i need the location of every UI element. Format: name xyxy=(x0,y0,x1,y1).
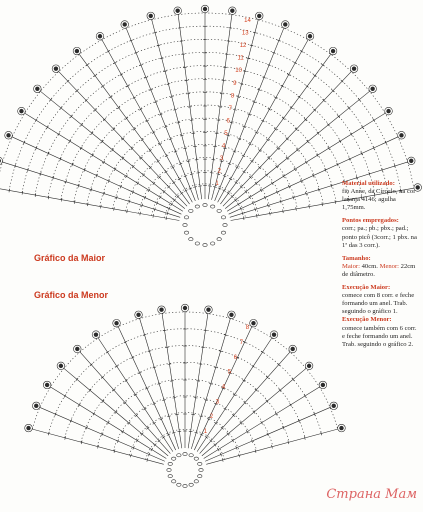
minor-stitch-mark xyxy=(136,439,138,442)
minor-picot xyxy=(206,308,210,312)
minor-center-chain xyxy=(189,483,193,486)
size-major-value: 40cm. xyxy=(361,262,378,270)
major-stitch-mark xyxy=(35,119,37,122)
minor-stitch-mark xyxy=(191,414,195,415)
minor-stitch-mark xyxy=(178,431,182,432)
major-stitch-mark xyxy=(296,207,297,211)
major-stitch-mark xyxy=(237,203,239,206)
major-stitch-mark xyxy=(117,107,120,109)
major-stitch-mark xyxy=(94,75,97,77)
major-center-chain xyxy=(203,203,207,206)
minor-center-chain xyxy=(194,457,198,460)
size-section xyxy=(342,255,420,279)
minor-picot xyxy=(136,313,140,317)
major-center-chain xyxy=(184,216,188,219)
minor-picot xyxy=(59,364,63,368)
major-picot xyxy=(399,133,403,137)
major-picot xyxy=(0,159,1,163)
major-picot xyxy=(175,9,179,13)
major-stitch-mark xyxy=(101,85,104,87)
major-stitch-mark xyxy=(133,128,136,130)
major-stitch-mark xyxy=(140,212,141,216)
major-stitch-mark xyxy=(101,205,102,209)
major-picot xyxy=(149,14,153,18)
major-stitch-mark xyxy=(114,207,115,211)
minor-stitch-mark xyxy=(224,408,227,410)
major-stitch-mark xyxy=(61,198,62,202)
major-stitch-mark xyxy=(270,212,271,216)
major-picot xyxy=(283,22,287,26)
major-center-chain xyxy=(217,209,221,212)
material-title: Material utilizado: xyxy=(342,180,395,187)
major-picot xyxy=(308,34,312,38)
major-stitch-mark xyxy=(109,96,112,98)
minor-picot xyxy=(339,426,343,430)
major-stitch-mark xyxy=(321,64,324,66)
exec-major-text: comece com 8 corr. e feche formando um anel. Trab. seguindo o gráfico 1. xyxy=(342,292,415,316)
minor-stitch-mark xyxy=(261,351,264,353)
major-picot xyxy=(98,34,102,38)
major-picot xyxy=(370,87,374,91)
major-stitch-mark xyxy=(309,205,310,209)
minor-round-number: 6 xyxy=(233,354,238,361)
major-stitch-mark xyxy=(157,160,160,162)
major-center-chain xyxy=(195,205,199,208)
minor-stitch-mark xyxy=(122,430,124,433)
minor-stitch-mark xyxy=(162,436,165,438)
major-stitch-mark xyxy=(274,128,277,130)
major-stitch-mark xyxy=(165,171,168,173)
major-stitch-mark xyxy=(103,161,105,164)
major-stitch-mark xyxy=(166,216,167,220)
minor-round-number: 8 xyxy=(245,325,250,332)
minor-stitch-mark xyxy=(232,439,234,442)
minor-stitch-mark xyxy=(199,364,203,365)
minor-stitch-mark xyxy=(163,330,167,331)
minor-stitch-mark xyxy=(64,394,66,397)
major-stitch-mark xyxy=(127,209,128,213)
minor-round-number: 3 xyxy=(215,399,220,406)
minor-picot xyxy=(229,313,233,317)
stitches-text: corr.; pa.; pb.; pbx.; pad.; ponto picô (3corr.; 1 pbx. na 1ª das 3 corr.). xyxy=(342,225,417,249)
major-stitch-mark xyxy=(227,192,230,194)
major-stitch-mark xyxy=(171,203,173,206)
minor-center-chain xyxy=(198,475,202,478)
minor-chart-diagram xyxy=(25,304,346,487)
major-stitch-mark xyxy=(74,200,75,204)
major-stitch-mark xyxy=(283,209,284,213)
major-stitch-mark xyxy=(313,75,316,77)
major-center-chain xyxy=(184,231,188,234)
major-center-chain xyxy=(203,243,207,246)
major-spoke xyxy=(0,188,179,220)
major-picot xyxy=(203,7,207,11)
minor-stitch-mark xyxy=(204,330,208,331)
minor-picot xyxy=(94,332,98,336)
major-stitch-mark xyxy=(249,196,251,199)
minor-stitch-mark xyxy=(196,381,200,382)
major-stitch-mark xyxy=(149,150,152,152)
major-stitch-mark xyxy=(141,139,144,141)
major-stitch-mark xyxy=(260,189,262,192)
exec-major-title: Execução Maior: xyxy=(342,284,391,292)
size-title: Tamanho: xyxy=(342,254,371,262)
major-round-number: 8 xyxy=(230,93,235,100)
minor-stitch-mark xyxy=(175,414,179,415)
major-picot xyxy=(386,109,390,113)
material-text: fio Anne, da Círculo, na cor laranja 4146; agulha 1,75mm. xyxy=(342,188,416,212)
major-stitch-mark xyxy=(256,214,257,218)
major-round-number: 12 xyxy=(239,43,247,50)
minor-stitch-mark xyxy=(107,421,109,424)
major-round-number: 9 xyxy=(233,80,237,87)
major-round-number: 6 xyxy=(226,118,230,125)
major-picot xyxy=(54,66,58,70)
minor-center-chain xyxy=(171,457,175,460)
instructions-column xyxy=(342,180,420,354)
major-center-chain xyxy=(189,238,193,241)
minor-center-chain xyxy=(194,480,198,483)
major-picot xyxy=(331,49,335,53)
minor-center-chain xyxy=(177,454,181,457)
minor-round-number: 7 xyxy=(239,340,244,347)
minor-picot xyxy=(159,308,163,312)
minor-round-number: 4 xyxy=(221,384,226,391)
minor-stitch-mark xyxy=(189,431,193,432)
major-picot xyxy=(75,49,79,53)
major-round-number: 4 xyxy=(222,143,226,150)
minor-stitch-mark xyxy=(214,422,217,424)
minor-stitch-mark xyxy=(106,351,109,353)
major-center-chain xyxy=(221,231,225,234)
major-center-chain xyxy=(189,209,193,212)
minor-stitch-mark xyxy=(275,412,277,415)
major-stitch-mark xyxy=(125,117,128,119)
major-round-number: 5 xyxy=(224,130,228,137)
minor-picot xyxy=(75,347,79,351)
exec-minor-text: comece também com 6 corr. e feche formando um anel. Trab. seguindo o gráfico 2. xyxy=(342,324,417,348)
minor-picot xyxy=(251,321,255,325)
major-stitch-mark xyxy=(243,216,244,220)
minor-round-number: 5 xyxy=(227,369,232,376)
major-round-number: 1 xyxy=(215,180,219,187)
major-stitch-mark xyxy=(305,161,307,164)
major-picot xyxy=(230,9,234,13)
major-center-chain xyxy=(195,242,199,245)
major-round-number: 11 xyxy=(237,55,244,62)
major-center-chain xyxy=(217,238,221,241)
major-stitch-mark xyxy=(87,203,88,207)
minor-center-chain xyxy=(168,475,172,478)
chart-major-label: Gráfico da Maior xyxy=(34,253,106,263)
major-stitch-mark xyxy=(322,203,323,207)
major-round-number: 10 xyxy=(235,68,242,75)
minor-picot xyxy=(45,383,49,387)
minor-picot xyxy=(307,364,311,368)
major-stitch-mark xyxy=(266,139,269,141)
minor-center-chain xyxy=(177,483,181,486)
major-stitch-mark xyxy=(86,64,89,66)
minor-stitch-mark xyxy=(205,436,208,438)
major-stitch-mark xyxy=(373,119,375,122)
minor-stitch-mark xyxy=(194,398,198,399)
minor-stitch-mark xyxy=(246,430,248,433)
major-stitch-mark xyxy=(294,168,296,171)
minor-picot xyxy=(34,404,38,408)
major-stitch-mark xyxy=(153,214,154,218)
size-minor-value: 22cm de diâmetro. xyxy=(342,262,416,278)
minor-stitch-mark xyxy=(153,422,156,424)
minor-picot xyxy=(183,306,187,310)
major-round-number: 2 xyxy=(217,168,221,175)
stitches-section xyxy=(342,217,420,249)
major-center-chain xyxy=(183,223,187,226)
minor-picot xyxy=(321,383,325,387)
minor-center-chain xyxy=(171,480,175,483)
minor-stitch-mark xyxy=(151,448,153,451)
minor-stitch-mark xyxy=(143,408,146,410)
major-picot xyxy=(257,14,261,18)
major-center-chain xyxy=(210,205,214,208)
major-picot xyxy=(35,87,39,91)
major-stitch-mark xyxy=(243,171,246,173)
minor-round-number: 1 xyxy=(203,429,208,436)
major-picot xyxy=(6,133,10,137)
material-section xyxy=(342,180,420,212)
minor-stitch-mark xyxy=(79,403,81,406)
minor-stitch-mark xyxy=(170,381,174,382)
exec-minor-title: Execução Menor: xyxy=(342,316,392,324)
major-picot xyxy=(123,22,127,26)
minor-stitch-mark xyxy=(233,394,236,396)
minor-picot xyxy=(272,332,276,336)
major-stitch-mark xyxy=(148,189,150,192)
minor-picot xyxy=(290,347,294,351)
minor-center-chain xyxy=(198,462,202,465)
minor-center-chain xyxy=(183,484,187,487)
major-round-number: 3 xyxy=(219,155,224,162)
major-round-number: 14 xyxy=(244,18,251,25)
major-center-chain xyxy=(221,216,225,219)
major-picot xyxy=(409,159,413,163)
major-stitch-mark xyxy=(180,192,183,194)
minor-stitch-mark xyxy=(201,347,205,348)
major-center-chain xyxy=(223,223,227,226)
minor-picot xyxy=(114,321,118,325)
major-stitch-mark xyxy=(328,147,330,150)
major-stitch-mark xyxy=(362,126,364,129)
exec-major-section xyxy=(342,284,420,349)
major-stitch-mark xyxy=(172,182,175,184)
major-picot xyxy=(19,109,23,113)
major-round-number: 13 xyxy=(241,30,249,37)
minor-stitch-mark xyxy=(168,364,172,365)
minor-stitch-mark xyxy=(173,398,177,399)
minor-round-number: 2 xyxy=(209,414,214,421)
major-center-chain xyxy=(210,242,214,245)
major-stitch-mark xyxy=(159,196,161,199)
minor-stitch-mark xyxy=(217,448,219,451)
major-stitch-mark xyxy=(335,200,336,204)
chart-minor-label: Gráfico da Menor xyxy=(34,290,109,300)
major-stitch-mark xyxy=(271,182,273,185)
minor-center-chain xyxy=(183,452,187,455)
major-stitch-mark xyxy=(235,182,238,184)
stitches-title: Pontos empregados: xyxy=(342,217,399,225)
minor-stitch-mark xyxy=(304,394,306,397)
minor-center-chain xyxy=(167,468,171,471)
minor-center-chain xyxy=(199,468,203,471)
minor-center-chain xyxy=(168,462,172,465)
major-picot xyxy=(352,66,356,70)
minor-center-chain xyxy=(189,454,193,457)
size-minor-label: Menor: xyxy=(379,262,399,270)
major-round-number: 7 xyxy=(228,105,233,112)
watermark-logo: Страна Мам xyxy=(326,487,417,502)
size-major-label: Maior: xyxy=(342,262,360,270)
minor-picot xyxy=(332,404,336,408)
minor-picot xyxy=(26,426,30,430)
major-stitch-mark xyxy=(126,175,128,178)
